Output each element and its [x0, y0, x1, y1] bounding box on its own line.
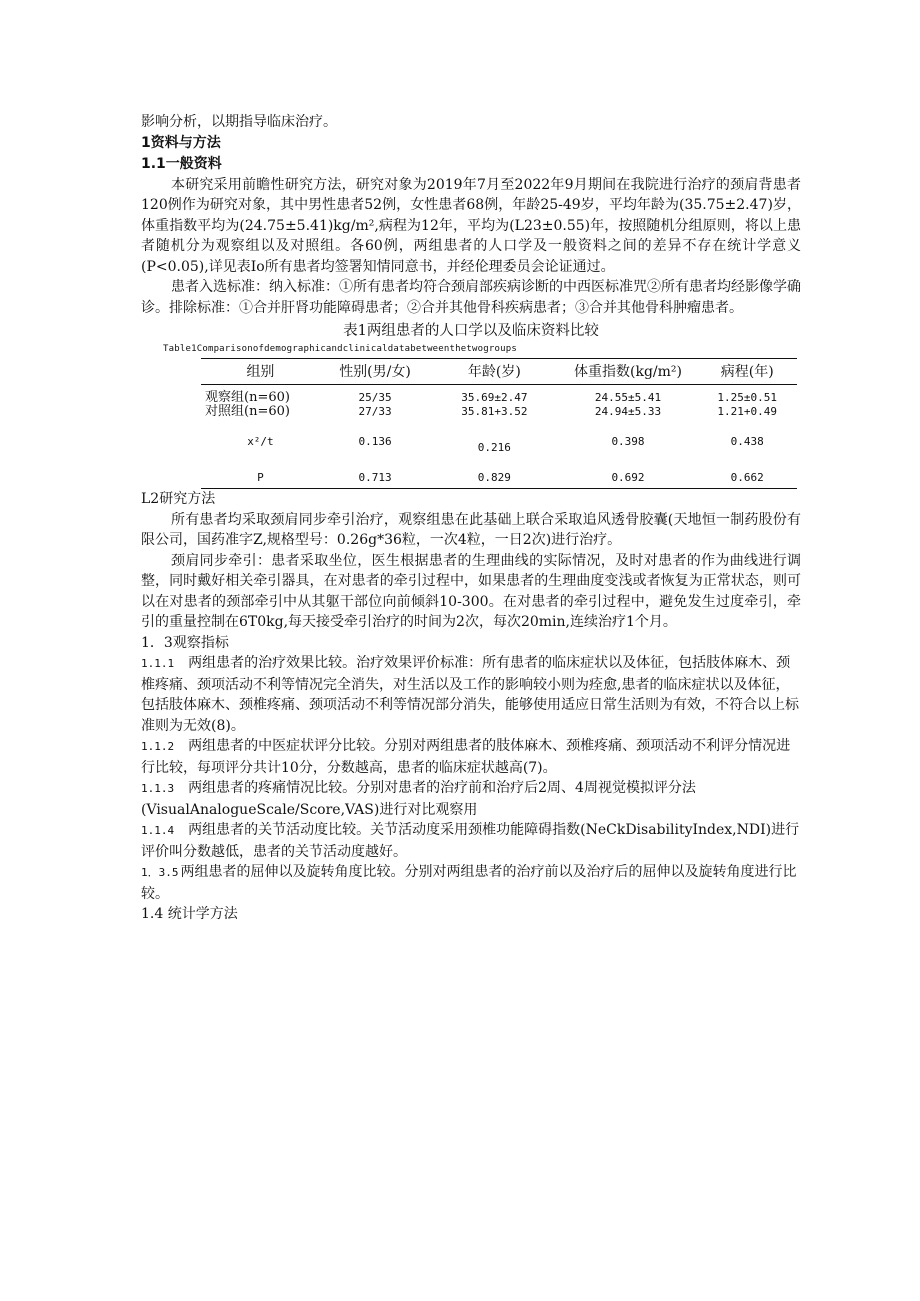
table-title: 表1两组患者的人口学以及临床资料比较 — [343, 323, 599, 339]
header-bmi: 体重指数(kg/m²) — [559, 359, 698, 385]
treatment-paragraph: 所有患者均采取颈肩同步牵引治疗，观察组患在此基础上联合采取追风透骨胶囊(天地恒一制药股份有限公司，国药准字Z,规格型号：0.26g*36粒，一次4粒，一日2次)进行治疗。 — [141, 511, 801, 548]
demographics-table — [201, 358, 797, 489]
subsection-heading-indicators: 1．3观察指标 — [141, 634, 229, 651]
indicator-item-5: 1．3.5 两组患者的屈伸以及旋转角度比较。分别对两组患者的治疗前以及治疗后的屈伸以及旋转角度进行比较。 — [141, 864, 797, 902]
subsection-heading-statistics: 1.4 统计学方法 — [141, 906, 238, 922]
table-row: P 0.713 0.829 0.692 0.662 — [201, 469, 797, 489]
indicator-item-3: 1.1.3 两组患者的疼痛情况比较。分别对患者的治疗前和治疗后2周、4周视觉模拟评分法(VisualAnalogueScale/Score,VAS)进行对比观察用 — [141, 780, 696, 818]
indicator-item-2: 1.1.2 两组患者的中医症状评分比较。分别对两组患者的肢体麻木、颈椎疼痛、颈项活动不利评分情况进行比较，每项评分共计10分，分数越高，患者的临床症状越高(7)。 — [141, 738, 791, 776]
inclusion-criteria-paragraph: 患者入选标准：纳入标准：①所有患者均符合颈肩部疾病诊断的中西医标准咒②所有患者均经影像学确诊。排除标准：①合并肝肾功能障碍患者；②合并其他骨科疾病患者；③合并其他骨科肿瘤患者。 — [141, 279, 801, 316]
general-info-paragraph: 本研究采用前瞻性研究方法，研究对象为2019年7月至2022年9月期间在我院进行治疗的颈肩背患者120例作为研究对象，其中男性患者52例，女性患者68例，年龄25-49岁，平均年龄为(35.75±2.47)岁，体重指数平均为(24.75±5.41)kg/m²,病程为12年，平均为(L23±0.55)年，按照随机分组原则，将以上患者随机分为观察组以及对照组。各60例，两组患者的人口学及一般资料之间的差异不存在统计学意义(P<0.05),详见表Io所有患者均签署知情同意书，并经伦理委员会论证通过。 — [141, 176, 801, 275]
header-age: 年龄(岁) — [430, 359, 558, 385]
table-header-row — [201, 359, 797, 385]
header-course: 病程(年) — [697, 359, 797, 385]
header-sex: 性别(男/女) — [320, 359, 430, 385]
header-group: 组别 — [201, 359, 320, 385]
subsection-heading-methods: L2研究方法 — [141, 491, 216, 507]
section-heading-materials: 1资料与方法 — [141, 134, 221, 151]
table-row: 观察组(n=60) 25/35 35.69±2.47 24.55±5.41 1.25±0.51 — [205, 389, 778, 405]
traction-paragraph: 颈肩同步牵引：患者采取坐位，医生根据患者的生理曲线的实际情况，及时对患者的作为曲线进行调整，同时戴好相关牵引器具，在对患者的牵引过程中，如果患者的生理曲度变浅或者恢复为正常状态，则可以在对患者的颈部牵引中从其躯干部位向前倾斜10-300。在对患者的牵引过程中，避免发生过度牵引，牵引的重量控制在6T0kg,每天接受牵引治疗的时间为2次，每次20min,连续治疗1个月。 — [141, 552, 801, 630]
subsection-heading-general: 1.1一般资料 — [141, 155, 222, 172]
indicator-item-4: 1.1.4 两组患者的关节活动度比较。关节活动度采用颈椎功能障碍指数(NeCkDisabilityIndex,NDI)进行评价叫分数越低，患者的关节活动度越好。 — [141, 822, 800, 860]
document-page — [141, 112, 801, 925]
indicator-item-1: 1.1.1 两组患者的治疗效果比较。治疗效果评价标准：所有患者的临床症状以及体征，包括肢体麻木、颈椎疼痛、颈项活动不利等情况完全消失，对生活以及工作的影响较小则为痊愈,患者的临床症状以及体征，包括肢体麻木、颈椎疼痛、颈项活动不利等情况部分消失，能够使用适应日常生活则为有效，不符合以上标准则为无效(8)。 — [141, 655, 799, 734]
intro-line: 影响分析，以期指导临床治疗。 — [141, 114, 337, 130]
table-row: x²/t 0.136 0.216 0.398 0.438 — [247, 434, 764, 454]
table-subtitle: Table1Comparisonofdemographicandclinicaldatabetweenthetwogroups — [163, 344, 517, 354]
table-row: 对照组(n=60) 27/33 35.81+3.52 24.94±5.33 1.21+0.49 — [205, 403, 778, 419]
